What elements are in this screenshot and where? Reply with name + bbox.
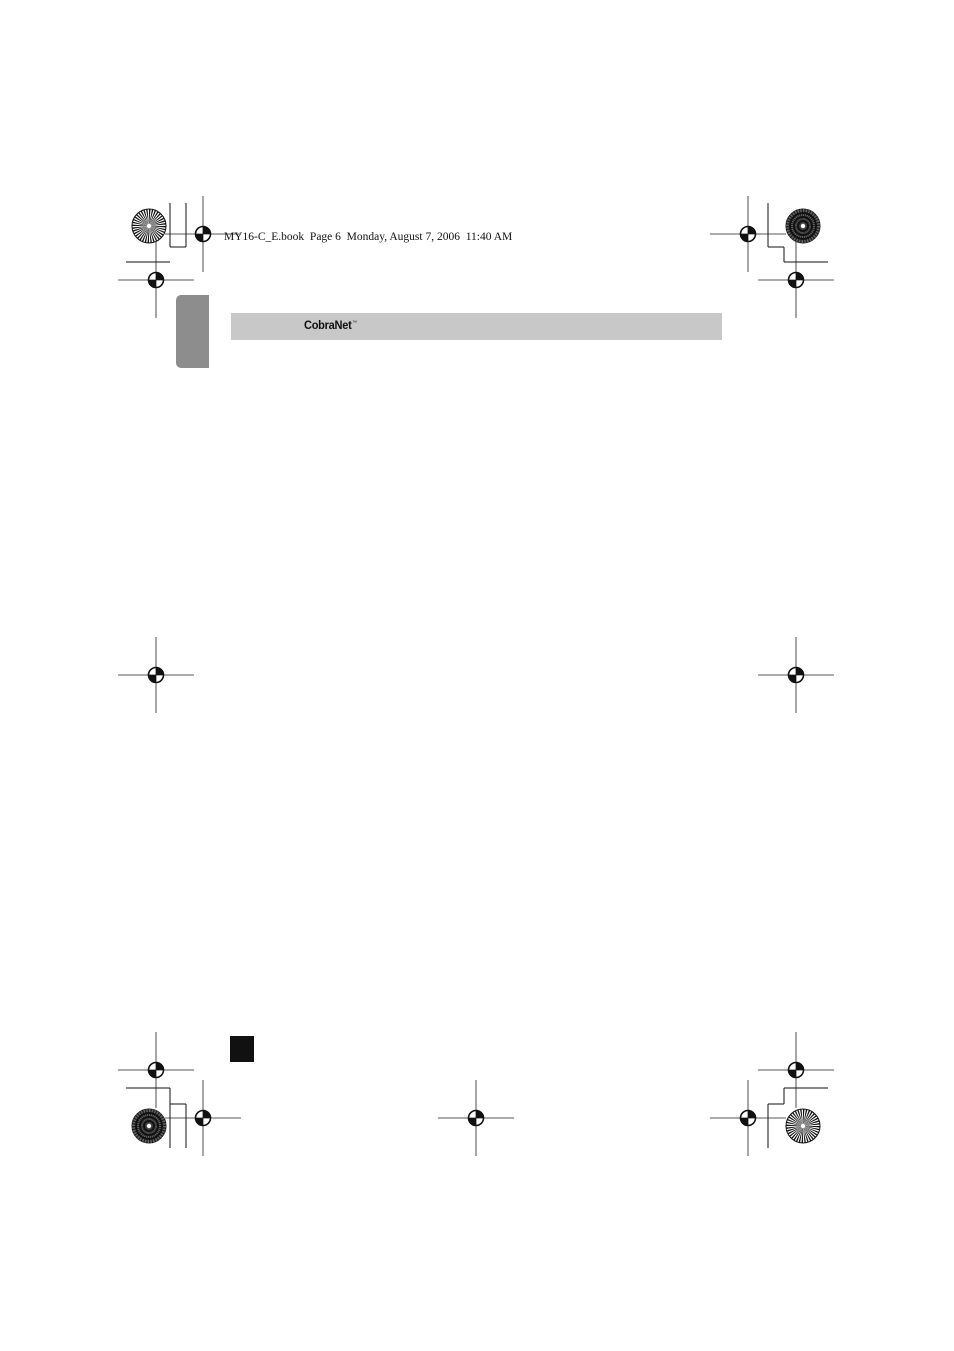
registration-mark-icon [165,1080,241,1156]
registration-mark-icon [118,637,194,713]
star-target-icon [132,1109,166,1143]
registration-mark-icon [758,1032,834,1108]
registration-mark-icon [758,637,834,713]
registration-mark-icon [710,1080,786,1156]
registration-mark-icon [710,196,786,272]
page-number-box [230,1036,254,1062]
registration-mark-icon [758,242,834,318]
brand-name: CobraNet [304,318,352,332]
star-target-icon [786,209,820,243]
print-info-header: MY16-C_E.book Page 6 Monday, August 7, 2006 11:40 AM [224,231,513,243]
star-target-icon [786,1109,820,1143]
side-tab [176,295,209,368]
cobranet-logo [304,318,357,332]
star-target-icon [132,209,166,243]
brand-mark: ™ [352,320,357,326]
registration-mark-icon [438,1080,514,1156]
registration-mark-icon [118,1032,194,1108]
